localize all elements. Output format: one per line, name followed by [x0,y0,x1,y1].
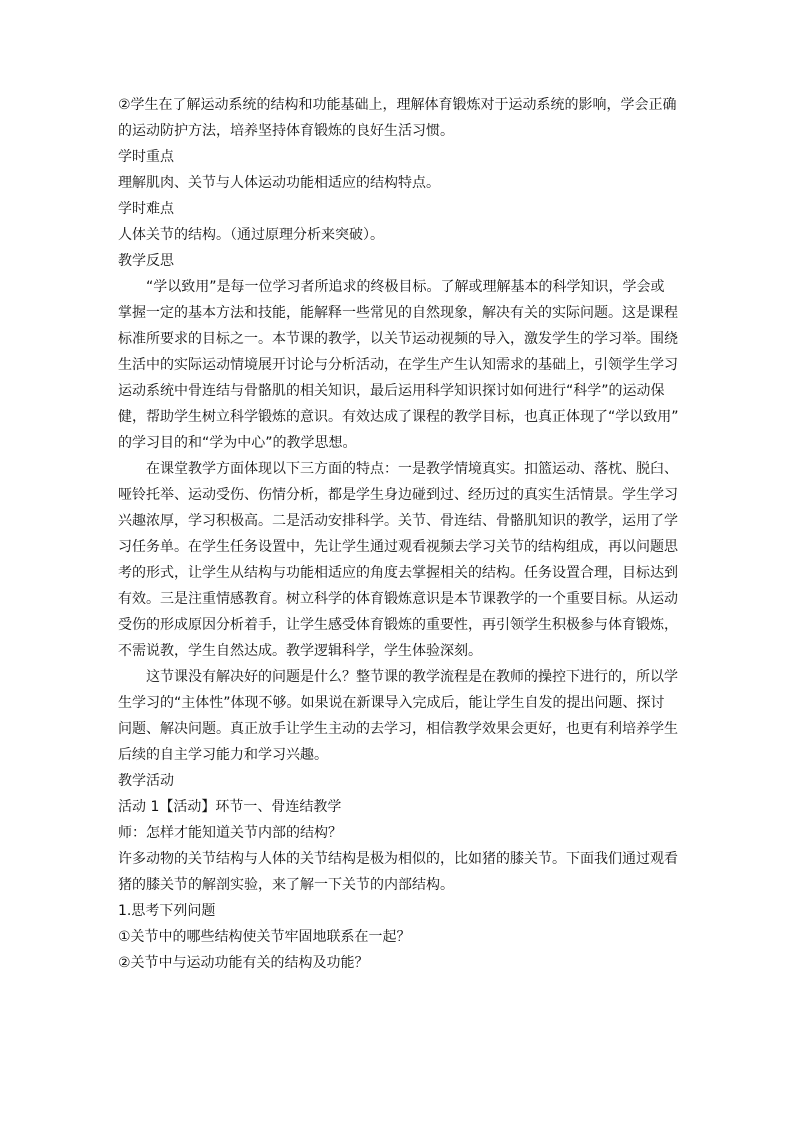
key-points-heading: 学时重点 [118,149,174,165]
question-item: ②关节中与运动功能有关的结构及功能？ [118,955,369,971]
reflection-p2-line: 习任务单。在学生任务设置中，先让学生通过观看视频去学习关节的结构组成，再以问题思 [118,539,678,555]
activity-description-line: 猪的膝关节的解剖实验，来了解一下关节的内部结构。 [118,877,454,893]
reflection-p1-line: 的学习目的和“学为中心”的教学思想。 [118,435,357,451]
reflection-p2-line: 哑铃托举、运动受伤、伤情分析，都是学生身边碰到过、经历过的真实生活情景。学生学习 [118,487,678,503]
reflection-p2-line: 考的形式，让学生从结构与功能相适应的角度去掌握相关的结构。任务设置合理，目标达到 [118,565,678,581]
reflection-p3-line: 问题、解决问题。真正放手让学生主动的去学习，相信教学效果会更好，也更有利培养学生 [118,721,678,737]
reflection-p1-line: “学以致用”是每一位学习者所追求的终极目标。了解或理解基本的科学知识，学会或 [146,279,665,295]
reflection-p1-line: 健，帮助学生树立科学锻炼的意识。有效达成了课程的教学目标，也真正体现了“学以致用” [118,409,679,425]
document-page [118,92,680,976]
activity1-title: 活动 1【活动】环节一、骨连结教学 [118,799,342,815]
reflection-p2-line: 兴趣浓厚，学习积极高。二是活动安排科学。关节、骨连结、骨骼肌知识的教学，运用了学 [118,513,678,529]
reflection-p2-line: 受伤的形成原因分析着手，让学生感受体育锻炼的重要性，再引领学生积极参与体育锻炼， [118,617,678,633]
reflection-p1-line: 运动系统中骨连结与骨骼肌的相关知识，最后运用科学知识探讨如何进行“科学”的运动保 [118,383,665,399]
key-points-text: 理解肌肉、关节与人体运动功能相适应的结构特点。 [118,175,440,191]
question-item: ①关节中的哪些结构使关节牢固地联系在一起？ [118,929,411,945]
intro-line: ②学生在了解运动系统的结构和功能基础上，理解体育锻炼对于运动系统的影响，学会正确 [118,97,677,113]
reflection-p3-line: 后续的自主学习能力和学习兴趣。 [118,747,328,763]
activity-description-line: 许多动物的关节结构与人体的关节结构是极为相似的，比如猪的膝关节。下面我们通过观看 [118,851,678,867]
reflection-p1-line: 标准所要求的目标之一。本节课的教学，以关节运动视频的导入，激发学生的学习举。围绕 [118,331,678,347]
teacher-question: 师：怎样才能知道关节内部的结构？ [118,825,342,841]
reflection-heading: 教学反思 [118,253,174,269]
reflection-p2-line: 有效。三是注重情感教育。树立科学的体育锻炼意识是本节课教学的一个重要目标。从运动 [118,591,678,607]
difficulties-text: 人体关节的结构。（通过原理分析来突破）。 [118,227,384,243]
reflection-p1-line: 掌握一定的基本方法和技能，能解释一些常见的自然现象，解决有关的实际问题。这是课程 [118,305,678,321]
reflection-p3-line: 这节课没有解决好的问题是什么？整节课的教学流程是在教师的操控下进行的，所以学 [146,669,678,685]
reflection-p2-line: 不需说教，学生自然达成。教学逻辑科学，学生体验深刻。 [118,643,482,659]
intro-line: 的运动防护方法，培养坚持体育锻炼的良好生活习惯。 [118,123,454,139]
reflection-p1-line: 生活中的实际运动情境展开讨论与分析活动，在学生产生认知需求的基础上，引领学生学习 [118,357,678,373]
reflection-p2-line: 在课堂教学方面体现以下三方面的特点：一是教学情境真实。扣篮运动、落枕、脱臼、 [146,461,678,477]
difficulties-heading: 学时难点 [118,201,174,217]
think-heading: 1.思考下列问题 [118,903,216,919]
activities-heading: 教学活动 [118,773,174,789]
reflection-p3-line: 生学习的“主体性”体现不够。如果说在新课导入完成后，能让学生自发的提出问题、探讨 [118,695,665,711]
